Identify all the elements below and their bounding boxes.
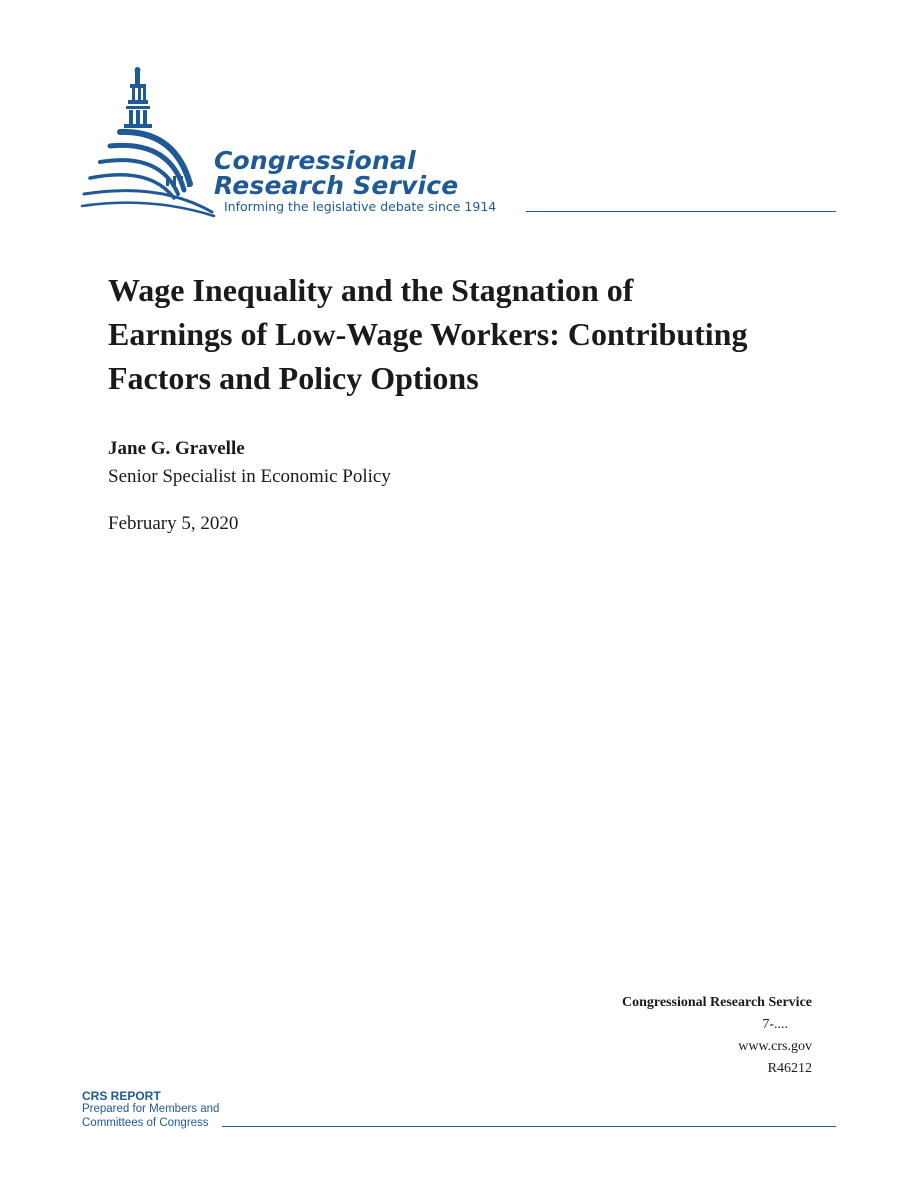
title-line: Factors and Policy Options <box>108 360 479 396</box>
author-role: Senior Specialist in Economic Policy <box>108 466 391 487</box>
title-line: Earnings of Low-Wage Workers: Contributing <box>108 316 748 352</box>
report-title <box>108 268 828 400</box>
meta-code: 7-.... <box>762 1017 788 1032</box>
logo-name-line1: Congressional <box>214 146 416 175</box>
report-date: February 5, 2020 <box>108 513 239 534</box>
logo-divider <box>526 211 836 212</box>
footer <box>82 1089 838 1139</box>
crs-logo <box>80 66 840 226</box>
footer-line3: Committees of Congress <box>82 1117 209 1129</box>
footer-divider <box>222 1126 836 1127</box>
meta-report-number: R46212 <box>767 1061 812 1076</box>
footer-label: CRS REPORT <box>82 1089 161 1103</box>
meta-url[interactable]: www.crs.gov <box>738 1039 812 1054</box>
footer-line2: Prepared for Members and <box>82 1103 220 1115</box>
report-meta <box>622 992 812 1080</box>
meta-org: Congressional Research Service <box>621 995 812 1010</box>
logo-name-line2: Research Service <box>214 171 459 200</box>
logo-tagline: Informing the legislative debate since 1914 <box>224 199 497 214</box>
title-line: Wage Inequality and the Stagnation of <box>108 272 634 308</box>
capitol-dome-icon <box>80 66 220 218</box>
author-name: Jane G. Gravelle <box>108 438 245 459</box>
